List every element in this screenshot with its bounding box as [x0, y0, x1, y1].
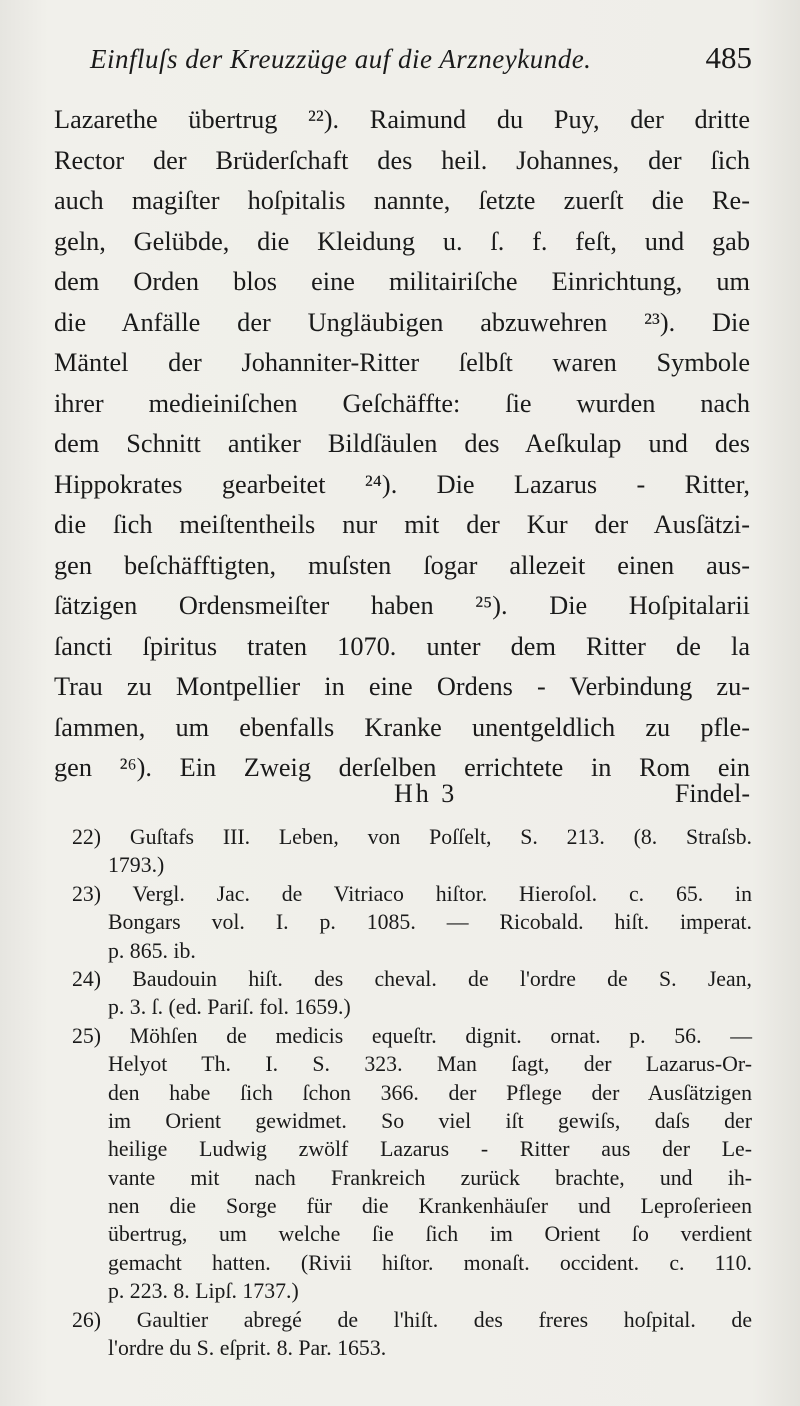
footnote-line: vante mit nach Frankreich zurück brachte, und ih- — [108, 1165, 752, 1190]
text-line: dem Schnitt antiker Bildſäulen des Aeſkulap und des — [54, 429, 750, 458]
text-line: gen ²⁶). Ein Zweig derſelben errichtete in Rom ein — [54, 753, 750, 782]
footnote-line: 24) Baudouin hiſt. des cheval. de l'ordre de S. Jean, — [72, 966, 752, 991]
text-line: geln, Gelübde, die Kleidung u. ſ. f. feſt, und gab — [54, 226, 750, 256]
catchword: Findel- — [674, 779, 750, 808]
text-line: dem Orden blos eine militairiſche Einrichtung, um — [54, 267, 750, 296]
text-line: gen beſchäfftigten, muſsten ſogar allezeit einen aus- — [54, 550, 750, 580]
footnotes — [72, 823, 752, 1362]
text-line: Trau zu Montpellier in eine Ordens - Verbindung zu- — [54, 672, 750, 701]
text-line: ſammen, um ebenfalls Kranke unentgeldlich zu pfle- — [54, 712, 750, 742]
footnote-line: nen die Sorge für die Krankenhäuſer und Leproſerieen — [108, 1194, 752, 1219]
footnote-line: p. 865. ib. — [108, 938, 196, 963]
footnote-line: 1793.) — [108, 853, 165, 878]
main-text — [54, 100, 750, 789]
text-line: Hippokrates gearbeitet ²⁴). Die Lazarus - Ritter, — [54, 469, 750, 499]
text-line: ihrer medieiniſchen Geſchäffte: ſie wurden nach — [54, 388, 750, 418]
footnote-line: p. 223. 8. Lipſ. 1737.) — [108, 1279, 299, 1304]
text-line: Mäntel der Johanniter-Ritter ſelbſt waren Symbole — [54, 348, 750, 377]
footnote-line: heilige Ludwig zwölf Lazarus - Ritter aus der Le- — [108, 1137, 752, 1162]
running-head: Einfluſs der Kreuzzüge auf die Arzneykunde. — [90, 44, 592, 74]
footnote-line: 22) Guſtafs III. Leben, von Poſſelt, S. 213. (8. Straſsb. — [72, 825, 752, 849]
text-line: auch magiſter hoſpitalis nannte, ſetzte zuerſt die Re- — [54, 186, 750, 215]
footnote-line: Helyot Th. I. S. 323. Man ſagt, der Lazarus-Or- — [108, 1052, 752, 1077]
text-line: ſancti ſpiritus traten 1070. unter dem Ritter de la — [54, 631, 750, 661]
signature-mark: Hh 3 — [394, 779, 458, 808]
text-line: die ſich meiſtentheils nur mit der Kur der Ausſätzi- — [54, 510, 750, 539]
footnote-line: 23) Vergl. Jac. de Vitriaco hiſtor. Hieroſol. c. 65. in — [72, 881, 752, 906]
page-number: 485 — [705, 40, 752, 75]
page-header — [90, 40, 752, 84]
signature-line — [54, 779, 750, 819]
text-line: Rector der Brüderſchaft des heil. Johannes, der ſich — [54, 145, 750, 175]
footnote-line: 25) Möhſen de medicis equeſtr. dignit. ornat. p. 56. — — [72, 1023, 752, 1048]
footnote-line: 26) Gaultier abregé de l'hiſt. des freres hoſpital. de — [72, 1307, 752, 1332]
footnote-line: gemacht hatten. (Rivii hiſtor. monaſt. occident. c. 110. — [108, 1250, 752, 1275]
text-line: ſätzigen Ordensmeiſter haben ²⁵). Die Hoſpitalarii — [54, 591, 750, 620]
footnote-line: p. 3. ſ. (ed. Pariſ. fol. 1659.) — [108, 995, 351, 1020]
footnote-line: den habe ſich ſchon 366. der Pflege der Ausſätzigen — [108, 1080, 752, 1105]
text-line: die Anfälle der Ungläubigen abzuwehren ²³). Die — [54, 307, 750, 337]
text-line: Lazarethe übertrug ²²). Raimund du Puy, der dritte — [54, 105, 750, 134]
footnote-line: l'ordre du S. eſprit. 8. Par. 1653. — [108, 1336, 387, 1361]
footnote-line: Bongars vol. I. p. 1085. — Ricobald. hiſt. imperat. — [108, 910, 752, 935]
footnote-line: übertrug, um welche ſie ſich im Orient ſo verdient — [108, 1222, 752, 1247]
footnote-line: im Orient gewidmet. So viel iſt gewiſs, daſs der — [108, 1108, 752, 1133]
